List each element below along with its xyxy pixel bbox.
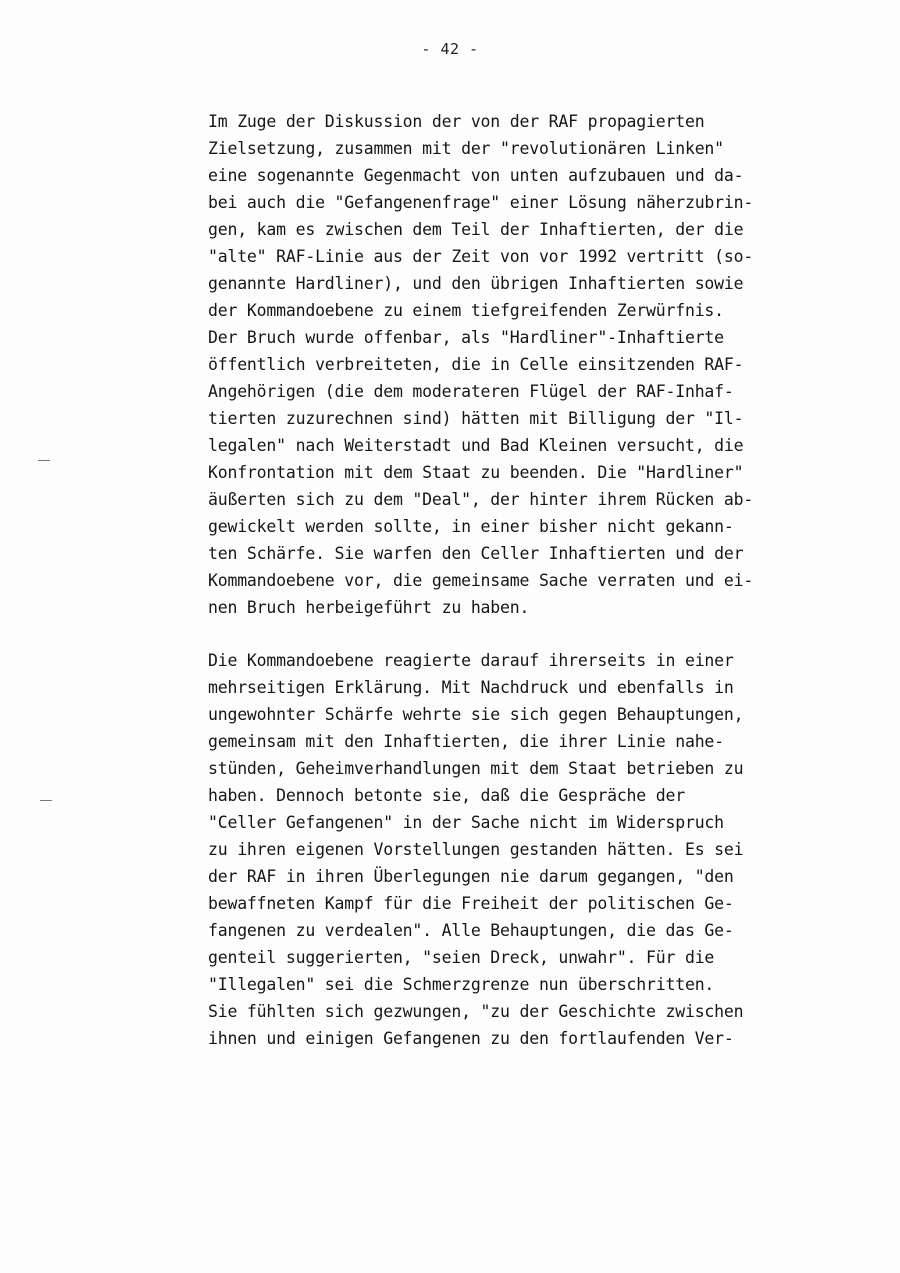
- paragraph-2: [208, 647, 743, 1052]
- margin-mark: [38, 460, 50, 461]
- text-line: Im Zuge der Diskussion der von der RAF propagierten: [208, 112, 705, 131]
- text-line: der RAF in ihren Überlegungen nie darum gegangen, "den: [208, 867, 734, 886]
- text-line: genteil suggerierten, "seien Dreck, unwahr". Für die: [208, 948, 715, 967]
- text-line: zu ihren eigenen Vorstellungen gestanden hätten. Es sei: [208, 840, 744, 859]
- text-line: ihnen und einigen Gefangenen zu den fortlaufenden Ver-: [208, 1029, 734, 1048]
- text-line: bewaffneten Kampf für die Freiheit der politischen Ge-: [208, 894, 734, 913]
- text-line: Zielsetzung, zusammen mit der "revolutionären Linken": [208, 139, 724, 158]
- text-line: gen, kam es zwischen dem Teil der Inhaftierten, der die: [208, 220, 744, 239]
- text-line: "Illegalen" sei die Schmerzgrenze nun überschritten.: [208, 975, 715, 994]
- text-line: öffentlich verbreiteten, die in Celle einsitzenden RAF-: [208, 355, 744, 374]
- text-line: Angehörigen (die dem moderateren Flügel der RAF-Inhaf-: [208, 382, 734, 401]
- margin-mark: [40, 800, 52, 801]
- text-line: "Celler Gefangenen" in der Sache nicht im Widerspruch: [208, 813, 724, 832]
- text-line: stünden, Geheimverhandlungen mit dem Staat betrieben zu: [208, 759, 744, 778]
- text-line: tierten zuzurechnen sind) hätten mit Billigung der "Il-: [208, 409, 744, 428]
- text-line: "alte" RAF-Linie aus der Zeit von vor 1992 vertritt (so-: [208, 247, 754, 266]
- text-line: Der Bruch wurde offenbar, als "Hardliner"-Inhaftierte: [208, 328, 724, 347]
- text-line: äußerten sich zu dem "Deal", der hinter ihrem Rücken ab-: [208, 490, 754, 509]
- text-line: der Kommandoebene zu einem tiefgreifenden Zerwürfnis.: [208, 301, 724, 320]
- text-line: legalen" nach Weiterstadt und Bad Kleinen versucht, die: [208, 436, 744, 455]
- text-line: nen Bruch herbeigeführt zu haben.: [208, 598, 530, 617]
- text-line: ten Schärfe. Sie warfen den Celler Inhaftierten und der: [208, 544, 744, 563]
- page-number: - 42 -: [421, 40, 479, 58]
- text-line: ungewohnter Schärfe wehrte sie sich gegen Behauptungen,: [208, 705, 744, 724]
- text-line: gemeinsam mit den Inhaftierten, die ihrer Linie nahe-: [208, 732, 724, 751]
- text-line: haben. Dennoch betonte sie, daß die Gespräche der: [208, 786, 685, 805]
- text-line: Kommandoebene vor, die gemeinsame Sache verraten und ei-: [208, 571, 754, 590]
- text-line: eine sogenannte Gegenmacht von unten aufzubauen und da-: [208, 166, 744, 185]
- text-line: genannte Hardliner), und den übrigen Inhaftierten sowie: [208, 274, 744, 293]
- text-line: bei auch die "Gefangenenfrage" einer Lösung näherzubrin-: [208, 193, 754, 212]
- paragraph-1: [208, 108, 753, 621]
- text-line: Die Kommandoebene reagierte darauf ihrerseits in einer: [208, 651, 734, 670]
- text-line: mehrseitigen Erklärung. Mit Nachdruck und ebenfalls in: [208, 678, 734, 697]
- text-line: fangenen zu verdealen". Alle Behauptungen, die das Ge-: [208, 921, 734, 940]
- text-line: Konfrontation mit dem Staat zu beenden. Die "Hardliner": [208, 463, 744, 482]
- text-line: gewickelt werden sollte, in einer bisher nicht gekann-: [208, 517, 734, 536]
- text-line: Sie fühlten sich gezwungen, "zu der Geschichte zwischen: [208, 1002, 744, 1021]
